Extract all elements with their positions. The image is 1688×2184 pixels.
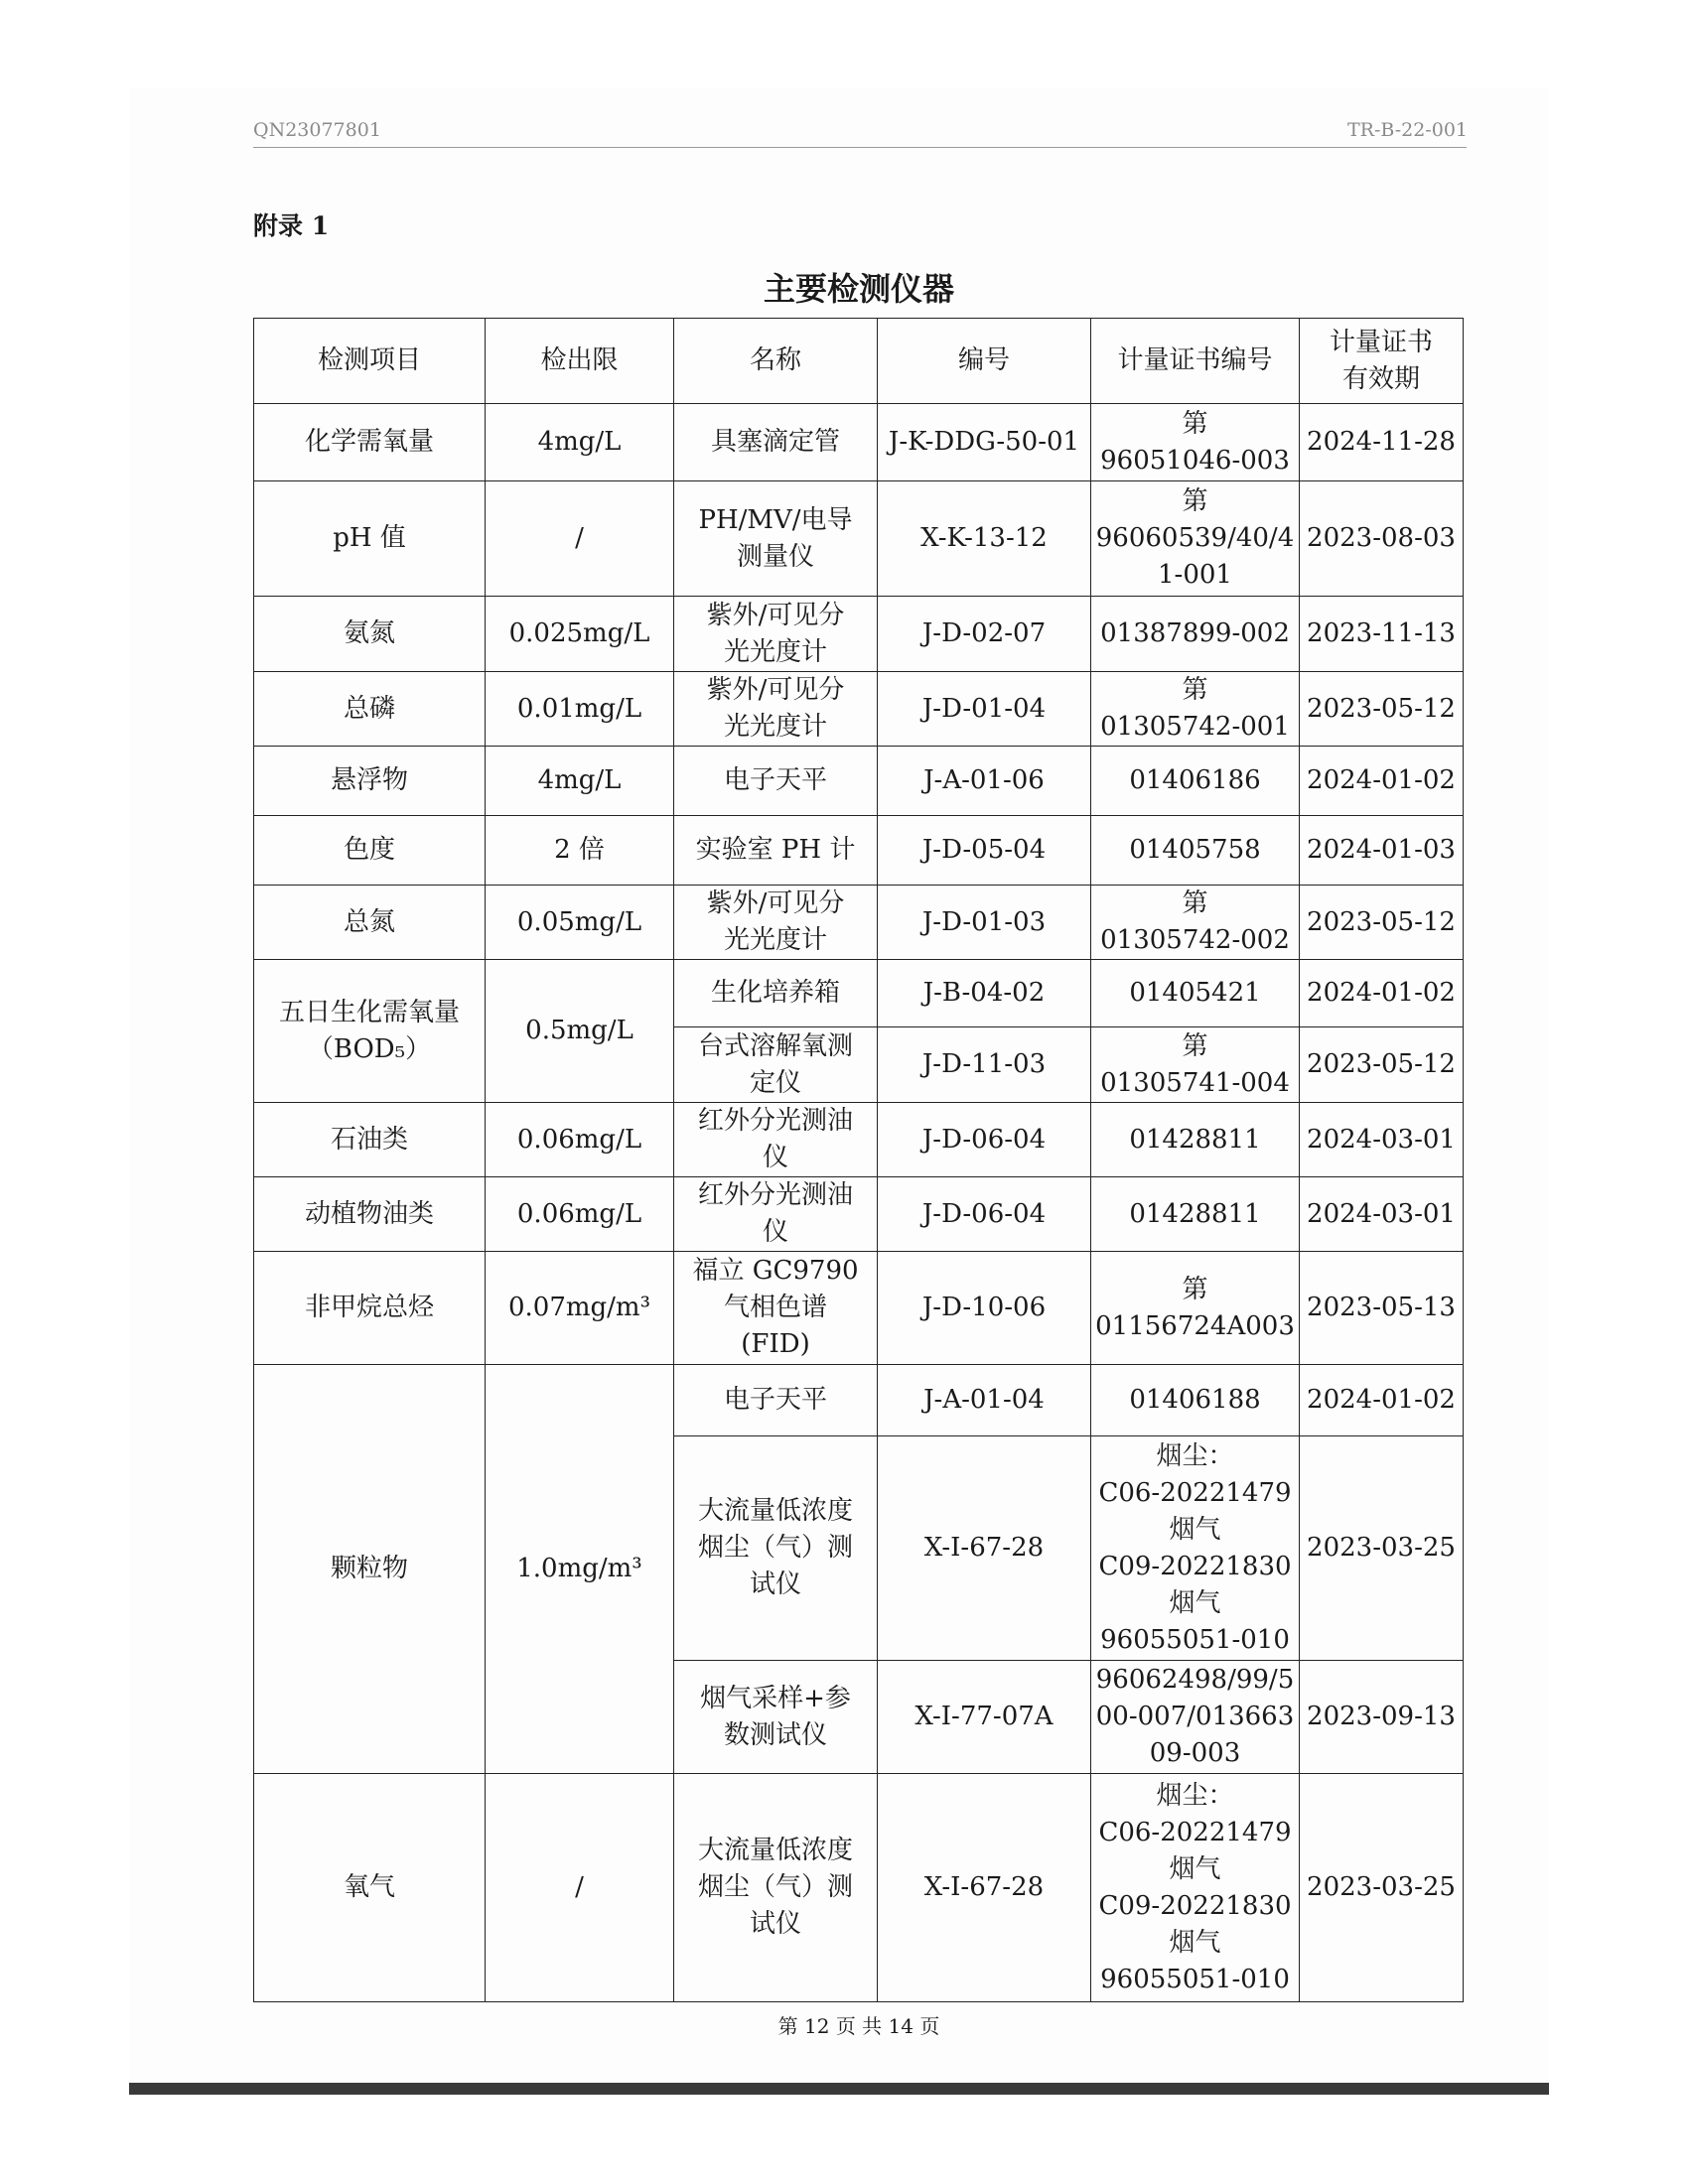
cell-valid: 2024-01-02 — [1300, 1365, 1464, 1436]
cell-valid: 2023-08-03 — [1300, 481, 1464, 597]
col-header-limit: 检出限 — [486, 319, 674, 404]
cell-valid: 2024-01-02 — [1300, 747, 1464, 816]
table-row — [254, 1365, 1464, 1436]
cell-cert: 第 96060539/40/4 1-001 — [1091, 481, 1300, 597]
cell-cert: 01428811 — [1091, 1177, 1300, 1252]
cell-valid: 2024-03-01 — [1300, 1177, 1464, 1252]
cell-item: pH 值 — [254, 481, 486, 597]
cell-valid: 2024-01-02 — [1300, 960, 1464, 1027]
table-row — [254, 886, 1464, 960]
cell-name: 电子天平 — [674, 747, 878, 816]
cell-limit: 4mg/L — [486, 747, 674, 816]
table-row — [254, 597, 1464, 672]
page-number: 第 12 页 共 14 页 — [777, 2014, 940, 2038]
cell-code: X-I-77-07A — [878, 1661, 1091, 1774]
col-header-name: 名称 — [674, 319, 878, 404]
cell-name: 红外分光测油 仪 — [674, 1177, 878, 1252]
cell-limit: 1.0mg/m³ — [486, 1365, 674, 1774]
cell-name: 紫外/可见分 光光度计 — [674, 886, 878, 960]
cell-item: 氧气 — [254, 1774, 486, 2002]
cell-code: X-K-13-12 — [878, 481, 1091, 597]
table-row — [254, 1177, 1464, 1252]
cell-code: J-A-01-06 — [878, 747, 1091, 816]
table-row — [254, 404, 1464, 481]
cell-limit: 0.05mg/L — [486, 886, 674, 960]
cell-cert: 01405758 — [1091, 816, 1300, 886]
cell-code: J-B-04-02 — [878, 960, 1091, 1027]
cell-item: 五日生化需氧量 （BOD₅） — [254, 960, 486, 1103]
cell-item: 悬浮物 — [254, 747, 486, 816]
cell-code: J-A-01-04 — [878, 1365, 1091, 1436]
table-row — [254, 816, 1464, 886]
cell-limit: 0.06mg/L — [486, 1103, 674, 1177]
cell-valid: 2023-03-25 — [1300, 1774, 1464, 2002]
col-header-item: 检测项目 — [254, 319, 486, 404]
cell-code: J-D-11-03 — [878, 1027, 1091, 1103]
col-header-code: 编号 — [878, 319, 1091, 404]
cell-limit: / — [486, 481, 674, 597]
table-header-row — [254, 319, 1464, 404]
cell-valid: 2024-11-28 — [1300, 404, 1464, 481]
cell-cert: 01387899-002 — [1091, 597, 1300, 672]
cell-cert: 96062498/99/5 00-007/013663 09-003 — [1091, 1661, 1300, 1774]
cell-code: J-D-02-07 — [878, 597, 1091, 672]
cell-code: J-K-DDG-50-01 — [878, 404, 1091, 481]
cell-valid: 2023-05-12 — [1300, 1027, 1464, 1103]
cell-name: 烟气采样+参 数测试仪 — [674, 1661, 878, 1774]
cell-limit: 0.06mg/L — [486, 1177, 674, 1252]
cell-valid: 2023-05-12 — [1300, 886, 1464, 960]
cell-name: 红外分光测油 仪 — [674, 1103, 878, 1177]
cell-code: X-I-67-28 — [878, 1774, 1091, 2002]
cell-cert: 01406186 — [1091, 747, 1300, 816]
instrument-table — [253, 318, 1464, 2002]
table-row — [254, 747, 1464, 816]
cell-name: 实验室 PH 计 — [674, 816, 878, 886]
cell-name: 具塞滴定管 — [674, 404, 878, 481]
cell-name: 台式溶解氧测 定仪 — [674, 1027, 878, 1103]
cell-cert: 第 01305741-004 — [1091, 1027, 1300, 1103]
scan-shadow-edge — [129, 2083, 1549, 2095]
header-rule — [253, 147, 1467, 148]
cell-valid: 2023-05-12 — [1300, 672, 1464, 747]
cell-item: 总磷 — [254, 672, 486, 747]
cell-name: 电子天平 — [674, 1365, 878, 1436]
table-row — [254, 1103, 1464, 1177]
cell-limit: 0.01mg/L — [486, 672, 674, 747]
cell-item: 动植物油类 — [254, 1177, 486, 1252]
cell-code: J-D-05-04 — [878, 816, 1091, 886]
cell-valid: 2023-11-13 — [1300, 597, 1464, 672]
cell-limit: / — [486, 1774, 674, 2002]
cell-valid: 2023-09-13 — [1300, 1661, 1464, 1774]
cell-cert: 01406188 — [1091, 1365, 1300, 1436]
cell-name: 福立 GC9790 气相色谱 (FID) — [674, 1252, 878, 1365]
table-row — [254, 1252, 1464, 1365]
page-title: 主要检测仪器 — [763, 270, 954, 308]
cell-limit: 0.5mg/L — [486, 960, 674, 1103]
cell-cert: 第 01305742-002 — [1091, 886, 1300, 960]
cell-name: 紫外/可见分 光光度计 — [674, 672, 878, 747]
cell-limit: 4mg/L — [486, 404, 674, 481]
cell-name: 大流量低浓度 烟尘（气）测 试仪 — [674, 1774, 878, 2002]
table-row — [254, 960, 1464, 1027]
cell-item: 化学需氧量 — [254, 404, 486, 481]
cell-valid: 2023-03-25 — [1300, 1436, 1464, 1661]
cell-name: 紫外/可见分 光光度计 — [674, 597, 878, 672]
cell-valid: 2023-05-13 — [1300, 1252, 1464, 1365]
cell-cert: 01405421 — [1091, 960, 1300, 1027]
col-header-cert: 计量证书编号 — [1091, 319, 1300, 404]
cell-limit: 2 倍 — [486, 816, 674, 886]
cell-name: 生化培养箱 — [674, 960, 878, 1027]
col-header-valid: 计量证书 有效期 — [1300, 319, 1464, 404]
cell-valid: 2024-01-03 — [1300, 816, 1464, 886]
table-row — [254, 672, 1464, 747]
cell-name: 大流量低浓度 烟尘（气）测 试仪 — [674, 1436, 878, 1661]
report-number: QN23077801 — [253, 119, 381, 141]
cell-item: 总氮 — [254, 886, 486, 960]
table-row — [254, 1774, 1464, 2002]
cell-cert: 烟尘： C06-20221479 烟气 C09-20221830 烟气 96055051-010 — [1091, 1774, 1300, 2002]
cell-code: J-D-06-04 — [878, 1177, 1091, 1252]
cell-item: 色度 — [254, 816, 486, 886]
cell-code: X-I-67-28 — [878, 1436, 1091, 1661]
cell-cert: 第 01156724A003 — [1091, 1252, 1300, 1365]
cell-code: J-D-01-03 — [878, 886, 1091, 960]
cell-limit: 0.07mg/m³ — [486, 1252, 674, 1365]
cell-code: J-D-06-04 — [878, 1103, 1091, 1177]
cell-cert: 第 96051046-003 — [1091, 404, 1300, 481]
cell-cert: 烟尘： C06-20221479 烟气 C09-20221830 烟气 96055051-010 — [1091, 1436, 1300, 1661]
appendix-label: 附录 1 — [253, 211, 330, 240]
form-number: TR-B-22-001 — [1347, 119, 1468, 141]
cell-code: J-D-10-06 — [878, 1252, 1091, 1365]
cell-item: 氨氮 — [254, 597, 486, 672]
cell-code: J-D-01-04 — [878, 672, 1091, 747]
cell-item: 非甲烷总烃 — [254, 1252, 486, 1365]
cell-name: PH/MV/电导 测量仪 — [674, 481, 878, 597]
cell-item: 石油类 — [254, 1103, 486, 1177]
cell-limit: 0.025mg/L — [486, 597, 674, 672]
cell-cert: 01428811 — [1091, 1103, 1300, 1177]
table-row — [254, 481, 1464, 597]
cell-cert: 第 01305742-001 — [1091, 672, 1300, 747]
cell-item: 颗粒物 — [254, 1365, 486, 1774]
cell-valid: 2024-03-01 — [1300, 1103, 1464, 1177]
